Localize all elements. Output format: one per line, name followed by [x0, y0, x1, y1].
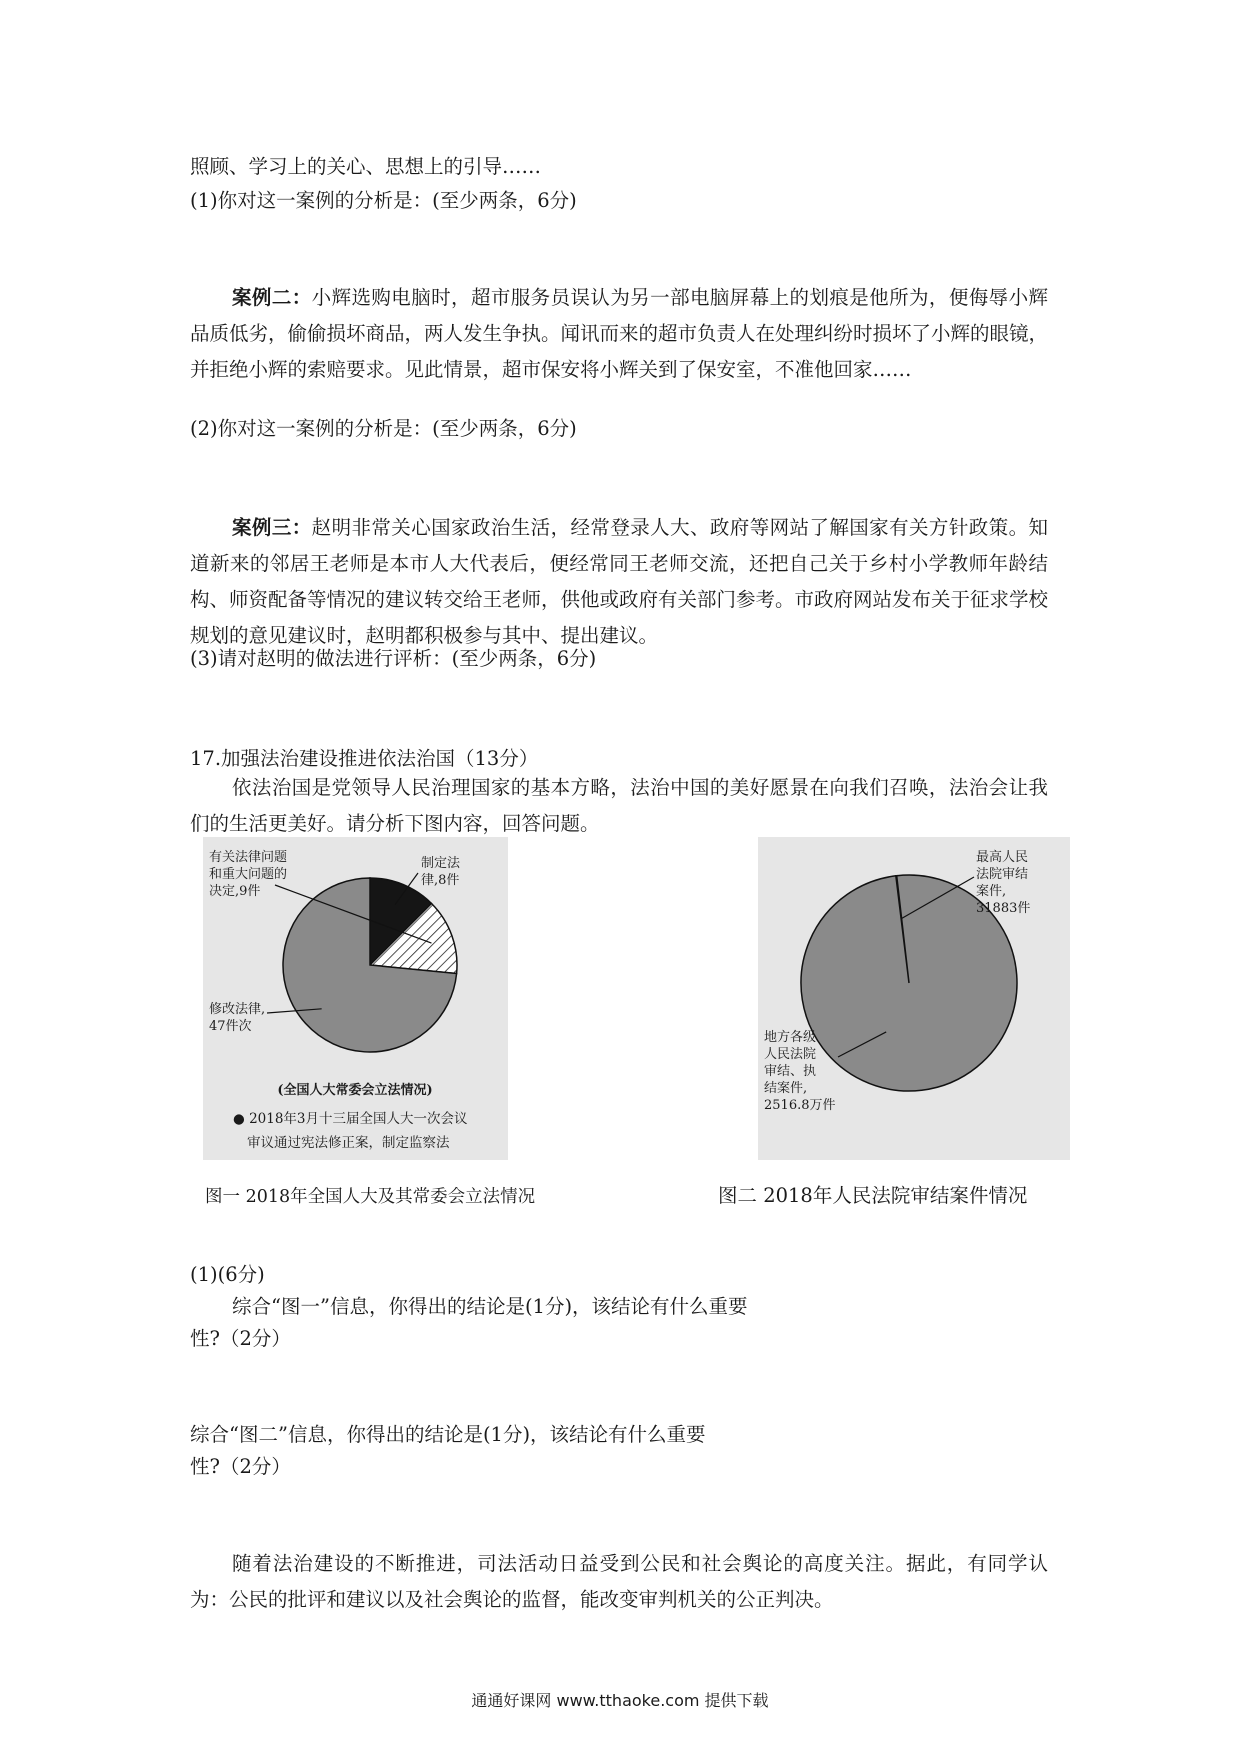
pie1-label-1: 有关法律问题和重大问题的决定,9件: [209, 850, 288, 899]
figure-one-chart: [203, 837, 508, 1160]
figure-one-note-line-2: 审议通过宪法修正案，制定监察法: [247, 1135, 450, 1151]
figure-one-subtitle: (全国人大常委会立法情况): [277, 1083, 433, 1098]
pie1-label-2: 修改法律, 47件次: [209, 1002, 266, 1034]
case-two: [190, 280, 1048, 388]
pie2-label-1: 地方各级人民法院审结、执结案件, 2516.8万件: [764, 1030, 836, 1113]
case-two-label: 案例二：: [232, 286, 312, 309]
question-17-intro: 依法治国是党领导人民治理国家的基本方略，法治中国的美好愿景在向我们召唤，法治会让我们的生活更美好。请分析下图内容，回答问题。: [190, 776, 1048, 835]
question-3: (3)请对赵明的做法进行评析：(至少两条，6分): [190, 647, 597, 670]
sub-question-1-label: (1)(6分): [190, 1263, 265, 1286]
figure-one-question-line-1: 综合“图一”信息，你得出的结论是(1分)，该结论有什么重要: [232, 1295, 748, 1318]
figure-one-note-line-1: ● 2018年3月十三届全国人大一次会议: [233, 1111, 468, 1127]
pie2-label-0: 最高人民法院审结案件, 31883件: [976, 850, 1031, 916]
figure-two-question-line-1: 综合“图二”信息，你得出的结论是(1分)，该结论有什么重要: [190, 1423, 706, 1446]
figure-two-chart: [758, 837, 1070, 1160]
figure-two: [758, 837, 1070, 1160]
intro-line: 照顾、学习上的关心、思想上的引导……: [190, 155, 542, 178]
question-17-title: 17.加强法治建设推进依法治国（13分）: [190, 747, 539, 770]
case-three-label: 案例三：: [232, 516, 312, 539]
figure-one-caption: 图一 2018年全国人大及其常委会立法情况: [205, 1187, 536, 1207]
question-2: (2)你对这一案例的分析是：(至少两条，6分): [190, 417, 577, 440]
case-three: [190, 510, 1048, 654]
footer-source: 通通好课网 www.tthaoke.com 提供下载: [471, 1691, 769, 1710]
figure-one: [203, 837, 508, 1160]
figure-two-question-line-2: 性?（2分）: [190, 1455, 291, 1478]
pie1-label-0: 制定法律,8件: [421, 856, 461, 888]
final-paragraph: 随着法治建设的不断推进，司法活动日益受到公民和社会舆论的高度关注。据此，有同学认为：公民的批评和建议以及社会舆论的监督，能改变审判机关的公正判决。: [190, 1552, 1048, 1611]
question-1: (1)你对这一案例的分析是：(至少两条，6分): [190, 189, 577, 212]
figure-one-question-line-2: 性?（2分）: [190, 1327, 291, 1350]
case-three-text: 赵明非常关心国家政治生活，经常登录人大、政府等网站了解国家有关方针政策。知道新来的邻居王老师是本市人大代表后，便经常同王老师交流，还把自己关于乡村小学教师年龄结构、师资配备等情况的建议转交给王老师，供他或政府有关部门参考。市政府网站发布关于征求学校规划的意见建议时，赵明都积极参与其中、提出建议。: [190, 516, 1049, 647]
figure-two-caption: 图二 2018年人民法院审结案件情况: [718, 1184, 1028, 1207]
case-two-text: 小辉选购电脑时，超市服务员误认为另一部电脑屏幕上的划痕是他所为，便侮辱小辉品质低劣，偷偷损坏商品，两人发生争执。闻讯而来的超市负责人在处理纠纷时损坏了小辉的眼镜，并拒绝小辉的索赔要求。见此情景，超市保安将小辉关到了保安室，不准他回家……: [190, 286, 1049, 381]
